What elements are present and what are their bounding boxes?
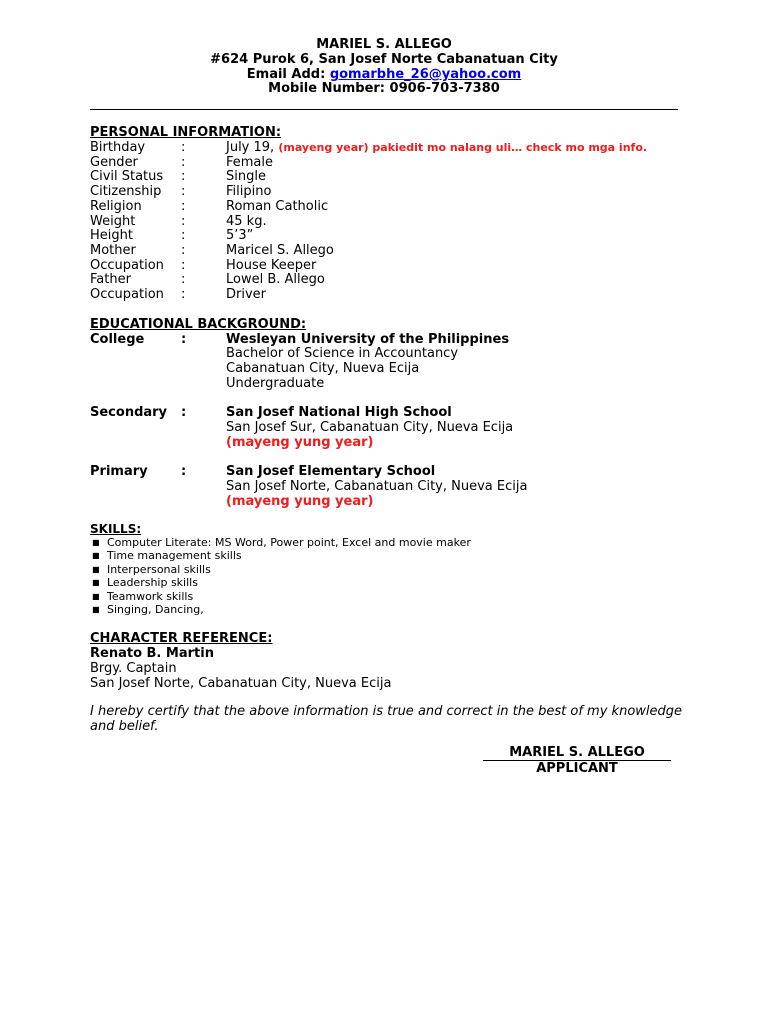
education-heading: EDUCATIONAL BACKGROUND:	[90, 317, 307, 332]
skill-item	[90, 603, 471, 616]
personal-info-colon: :	[181, 184, 186, 200]
personal-info-colon: :	[181, 154, 186, 170]
personal-info-label: Occupation	[90, 287, 164, 302]
primary-colon: :	[181, 464, 187, 479]
personal-info-colon: :	[181, 213, 186, 229]
header-divider	[90, 109, 678, 110]
skill-text: Singing, Dancing,	[107, 603, 204, 617]
secondary-school: San Josef National High School	[226, 405, 452, 420]
skill-item	[90, 563, 471, 576]
personal-info-colon: :	[181, 242, 186, 258]
personal-info-heading: PERSONAL INFORMATION:	[90, 125, 282, 140]
personal-info-label: Weight	[90, 213, 136, 229]
secondary-colon: :	[181, 405, 187, 420]
personal-info-value	[226, 272, 325, 287]
college-status: Undergraduate	[226, 376, 325, 391]
personal-info-label: Father	[90, 272, 131, 288]
personal-info-label: Citizenship	[90, 184, 162, 200]
personal-info-value-text: July 19,	[226, 140, 279, 155]
bullet-icon: ■	[92, 605, 100, 615]
primary-note: (mayeng yung year)	[226, 494, 374, 509]
primary-label: Primary	[90, 464, 148, 479]
personal-info-value	[226, 140, 647, 155]
personal-info-value-text: Driver	[226, 287, 267, 302]
personal-info-value-text: Filipino	[226, 184, 272, 200]
secondary-label: Secondary	[90, 405, 168, 420]
personal-info-label: Civil Status	[90, 169, 164, 185]
skill-text: Leadership skills	[107, 576, 198, 590]
personal-info-value-text: Maricel S. Allego	[226, 242, 334, 258]
personal-info-colon: :	[181, 228, 186, 244]
personal-info-value	[226, 214, 267, 229]
personal-info-value	[226, 287, 266, 302]
mobile-number: Mobile Number: 0906-703-7380	[268, 81, 500, 96]
college-colon: :	[181, 332, 187, 347]
reference-name: Renato B. Martin	[90, 646, 214, 661]
personal-info-colon: :	[181, 257, 186, 273]
personal-info-label: Height	[90, 228, 133, 244]
personal-info-value-text: 45 kg.	[226, 213, 267, 229]
personal-info-colon: :	[181, 169, 186, 185]
personal-info-label: Mother	[90, 242, 136, 258]
college-degree: Bachelor of Science in Accountancy	[226, 346, 459, 361]
personal-info-value	[226, 228, 253, 243]
signature-title: APPLICANT	[536, 761, 618, 776]
personal-info-value	[226, 199, 328, 214]
personal-info-value-text: Roman Catholic	[226, 198, 329, 214]
college-label: College	[90, 332, 145, 347]
reference-heading: CHARACTER REFERENCE:	[90, 631, 273, 646]
personal-info-colon: :	[181, 272, 186, 288]
personal-info-value	[226, 184, 271, 199]
skill-item	[90, 536, 471, 549]
skill-text: Computer Literate: MS Word, Power point, Excel and movie maker	[107, 536, 471, 549]
email-line	[0, 67, 768, 82]
email-label: Email Add:	[246, 67, 330, 82]
primary-location: San Josef Norte, Cabanatuan City, Nueva Ecija	[226, 479, 528, 494]
applicant-name: MARIEL S. ALLEGO	[316, 37, 452, 52]
signature-name: MARIEL S. ALLEGO	[509, 745, 645, 760]
skill-text: Teamwork skills	[107, 589, 194, 603]
skill-item	[90, 576, 471, 589]
personal-info-value-text: 5’3”	[226, 228, 254, 244]
skill-item	[90, 549, 471, 562]
personal-info-value-text: Female	[226, 154, 274, 170]
skill-text: Interpersonal skills	[107, 562, 211, 576]
skills-list	[90, 536, 471, 616]
skills-heading: SKILLS:	[90, 522, 142, 536]
bullet-icon: ■	[92, 538, 100, 547]
birthday-edit-note: (mayeng year) pakiedit mo nalang uli… check mo mga info.	[278, 141, 648, 154]
skill-item	[90, 590, 471, 603]
bullet-icon: ■	[92, 551, 100, 561]
college-school: Wesleyan University of the Philippines	[226, 332, 510, 347]
personal-info-colon: :	[181, 287, 186, 302]
applicant-address: #624 Purok 6, San Josef Norte Cabanatuan City	[210, 52, 558, 67]
reference-position: Brgy. Captain	[90, 661, 177, 676]
bullet-icon: ■	[92, 578, 100, 588]
personal-info-value-text: Lowel B. Allego	[226, 272, 325, 288]
college-location: Cabanatuan City, Nueva Ecija	[226, 361, 420, 376]
personal-info-colon: :	[181, 140, 186, 155]
personal-info-value-text: Single	[226, 169, 266, 185]
personal-info-label: Occupation	[90, 257, 164, 273]
secondary-note: (mayeng yung year)	[226, 435, 374, 450]
personal-info-value	[226, 258, 316, 273]
personal-info-label: Gender	[90, 154, 138, 170]
personal-info-value-text: House Keeper	[226, 257, 317, 273]
personal-info-label: Birthday	[90, 140, 146, 155]
bullet-icon: ■	[92, 564, 100, 574]
personal-info-label: Religion	[90, 198, 142, 214]
personal-info-value	[226, 155, 273, 170]
certification-statement: I hereby certify that the above information is true and correct in the best of my knowledge and belief.	[90, 704, 683, 734]
personal-info-value	[226, 243, 334, 258]
personal-info-value	[226, 169, 266, 184]
reference-address: San Josef Norte, Cabanatuan City, Nueva Ecija	[90, 676, 392, 691]
bullet-icon: ■	[92, 591, 100, 601]
secondary-location: San Josef Sur, Cabanatuan City, Nueva Ecija	[226, 420, 514, 435]
email-link[interactable]: gomarbhe_26@yahoo.com	[329, 67, 522, 82]
primary-school: San Josef Elementary School	[226, 464, 436, 479]
personal-info-colon: :	[181, 198, 186, 214]
skill-text: Time management skills	[107, 549, 242, 563]
